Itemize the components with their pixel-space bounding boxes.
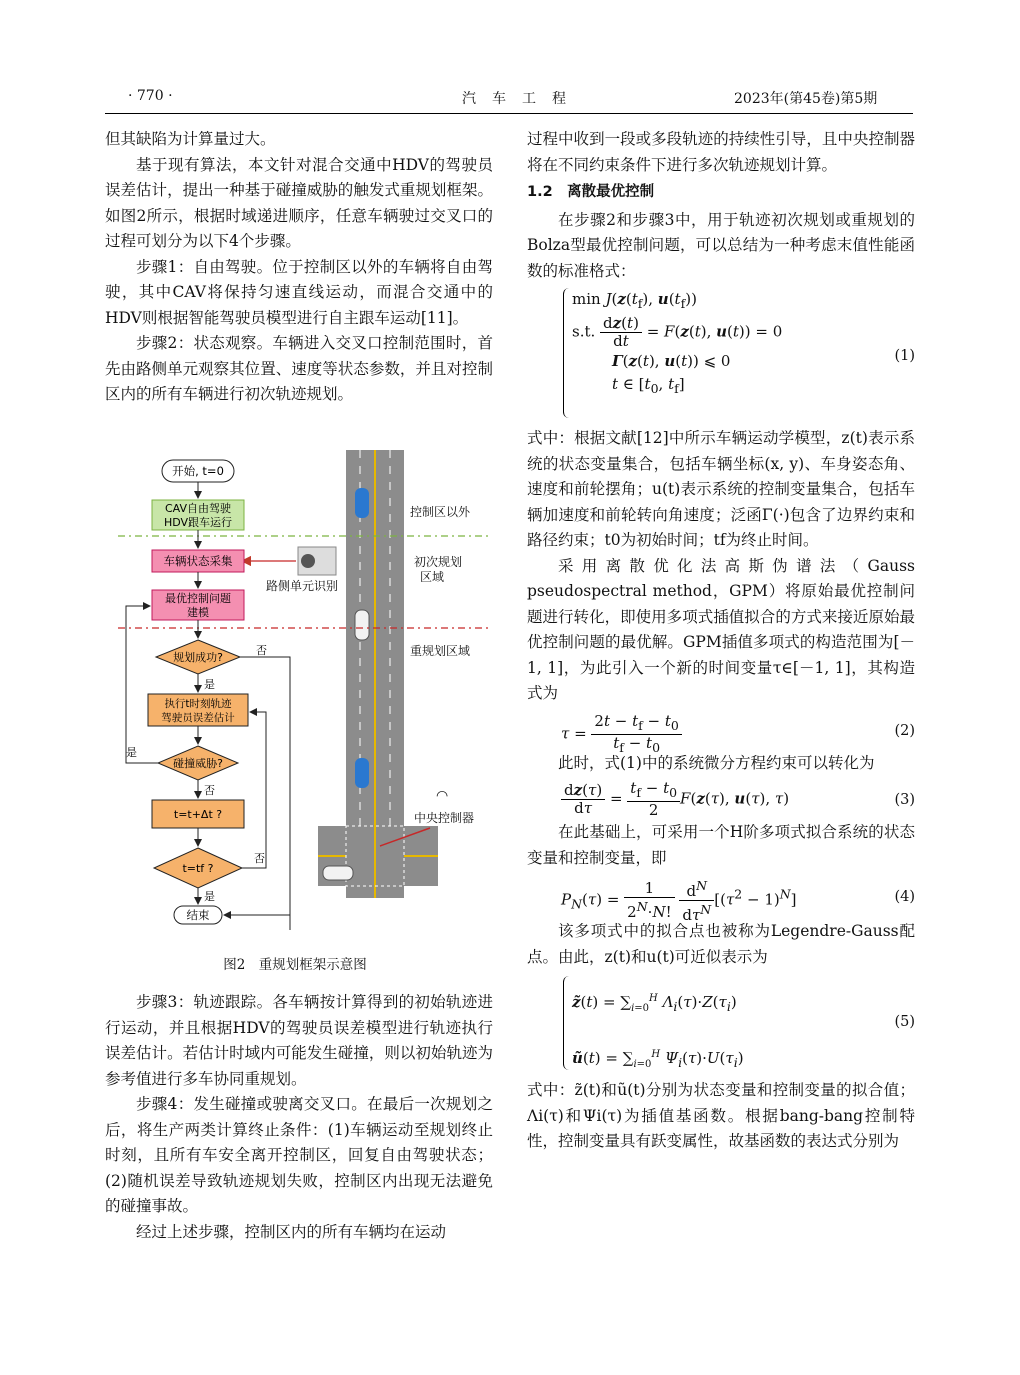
equation-number: (5) bbox=[894, 1014, 915, 1030]
svg-text:驾驶员误差估计: 驾驶员误差估计 bbox=[161, 712, 235, 724]
paragraph: 经过上述步骤，控制区内的所有车辆均在运动 bbox=[136, 1222, 447, 1241]
header-rule bbox=[105, 113, 913, 114]
equation-5: z̃(t) = $\sum_{i=0}^H$ $\Lambda_i(\tau)\cdot Z(\tau_i)$ ũ(t) = $\sum_{i=0}^H$ $\Psi_i(\tau)\cdot U(\tau_i)$ (5) bbox=[527, 972, 915, 1076]
left-column-top bbox=[105, 127, 493, 408]
paragraph: 此时，式(1)中的系统微分方程约束可以转化为 bbox=[558, 753, 875, 772]
rsu-label: 路侧单元识别 bbox=[266, 579, 339, 593]
car-icon bbox=[323, 866, 353, 880]
svg-text:是: 是 bbox=[126, 746, 137, 759]
svg-text:碰撞威胁?: 碰撞威胁? bbox=[173, 757, 223, 770]
equation-number: (4) bbox=[894, 889, 915, 905]
wifi-icon: ◠ bbox=[436, 788, 449, 804]
svg-text:t=tf ?: t=tf ? bbox=[182, 862, 214, 875]
figure-2 bbox=[118, 450, 490, 930]
svg-text:否: 否 bbox=[204, 784, 215, 797]
svg-text:是: 是 bbox=[204, 678, 215, 691]
paragraph: 步骤4：发生碰撞或驶离交叉口。在最后一次规划之后，将生产两类计算终止条件：(1)车辆运动至规划终止时刻，且所有车安全离开控制区，回复自由驾驶状态；(2)随机误差导致轨迹规划失败，控制区内出现无法避免的碰撞事故。 bbox=[105, 1095, 493, 1215]
svg-text:执行t时刻轨迹: 执行t时刻轨迹 bbox=[164, 698, 232, 710]
car-icon bbox=[355, 758, 369, 788]
svg-text:开始, t=0: 开始, t=0 bbox=[172, 464, 224, 478]
equation-3: $\frac{dz(\tau)}{d\tau}$ = $\frac{t_f - t_0}{2}$ F(z(τ), u(τ), τ) (3) bbox=[527, 778, 915, 818]
svg-text:t=t+Δt ?: t=t+Δt ? bbox=[173, 808, 223, 821]
paragraph: 步骤2：状态观察。车辆进入交叉口控制范围时，首先由路侧单元观察其位置、速度等状态参数，并且对控制区内的所有车辆进行初次轨迹规划。 bbox=[105, 334, 493, 403]
paragraph: 步骤1：自由驾驶。位于控制区以外的车辆将自由驾驶，其中CAV将保持匀速直线运动，而混合交通中的HDV则根据智能驾驶员模型进行自主跟车运动[11]。 bbox=[105, 257, 493, 327]
zone-label-init: 初次规划 bbox=[414, 555, 463, 569]
paragraph: 式中：根据文献[12]中所示车辆运动学模型，z(t)表示系统的状态变量集合，包括车辆坐标(x, y)、车身姿态角、速度和前轮摆角；u(t)表示系统的控制变量集合，包括车辆加速度和前轮转向角速度；泛函Γ(·)包含了边界约束和路径约束；t0为初始时间；tf为终止时间。 bbox=[527, 429, 915, 549]
equation-1: $\min J(z(t_f)$, $u(t_f)$) s.t. $\frac{dz(t)}{dt}$ = F(z(t), u(t)) = 0 Γ(z(t), u(t)) ⩽ 0 t ∈ [$t_0$, $t_f$] (1) bbox=[527, 286, 915, 424]
svg-text:规划成功?: 规划成功? bbox=[173, 651, 223, 664]
paragraph: 但其缺陷为计算量过大。 bbox=[105, 130, 276, 148]
issue-info: 2023年(第45卷)第5期 bbox=[734, 91, 878, 107]
paragraph: 该多项式中的拟合点也被称为Legendre-Gauss配点。由此，z(t)和u(t)可近似表示为 bbox=[527, 922, 915, 966]
svg-text:建模: 建模 bbox=[187, 606, 209, 619]
equation-number: (1) bbox=[894, 348, 915, 364]
figure-caption: 图2 重规划框架示意图 bbox=[223, 957, 367, 973]
paragraph: 式中：z̃(t)和ũ(t)分别为状态变量和控制变量的拟合值；Λi(τ)和Ψi(τ)为插值基函数。根据bang-bang控制特性，控制变量具有跃变属性，故基函数的表达式分别为 bbox=[527, 1081, 915, 1150]
journal-title: 汽 车 工 程 bbox=[462, 91, 567, 107]
svg-text:最优控制问题: 最优控制问题 bbox=[165, 592, 231, 605]
paragraph: 基于现有算法，本文针对混合交通中HDV的驾驶员误差估计，提出一种基于碰撞威胁的触发式重规划框架。如图2所示，根据时域递进顺序，任意车辆驶过交叉口的过程可划分为以下4个步骤。 bbox=[105, 155, 493, 250]
paragraph: 在步骤2和步骤3中，用于轨迹初次规划或重规划的Bolza型最优控制问题，可以总结为一种考虑末值性能函数的标准格式： bbox=[527, 210, 915, 280]
paragraph: 采用离散优化法高斯伪谱法（Gauss pseudospectral method，GPM）将原始最优控制问题进行转化，即使用多项式插值拟合的方式来接近原始最优控制问题的最优解。GPM插值多项式的构造范围为[－1, 1]，为此引入一个新的时间变量τ∈[－1, 1]，其构造式为 bbox=[527, 556, 915, 702]
equation-number: (2) bbox=[894, 722, 915, 739]
svg-text:否: 否 bbox=[254, 852, 265, 865]
section-title: 1.2 离散最优控制 bbox=[527, 184, 655, 200]
svg-text:结束: 结束 bbox=[186, 908, 210, 922]
svg-text:车辆状态采集: 车辆状态采集 bbox=[163, 554, 233, 568]
equation-number: (3) bbox=[894, 792, 915, 808]
paragraph: 步骤3：轨迹跟踪。各车辆按计算得到的初始轨迹进行运动，并且根据HDV的驾驶员误差模型进行轨迹执行误差估计。若估计时域内可能发生碰撞，则以初始轨迹为参考值进行多车协同重规划。 bbox=[105, 993, 493, 1088]
svg-text:HDV跟车运行: HDV跟车运行 bbox=[163, 516, 233, 529]
paragraph: 过程中收到一段或多段轨迹的持续性引导，且中央控制器将在不同约束条件下进行多次轨迹规划计算。 bbox=[527, 130, 915, 174]
zone-label-replan: 重规划区域 bbox=[410, 644, 471, 658]
zone-label-init-2: 区域 bbox=[420, 570, 445, 584]
car-icon bbox=[355, 610, 369, 640]
left-column-bottom bbox=[105, 990, 493, 1245]
svg-text:否: 否 bbox=[256, 644, 267, 657]
svg-text:是: 是 bbox=[204, 890, 215, 903]
right-column bbox=[527, 127, 915, 1155]
zone-label-outside: 控制区以外 bbox=[410, 505, 471, 519]
page-number: · 770 · bbox=[128, 88, 173, 104]
equation-4: $P_N(\tau)$ = $\frac{1}{2^N\cdot N!}$ $\frac{d^N}{d\tau^N}$ $[(\tau^2 - 1)^N]$ (4) bbox=[561, 878, 915, 924]
equation-2: τ = $\frac{2t - t_f - t_0}{t_f - t_0}$ (2) bbox=[561, 711, 915, 755]
car-icon bbox=[355, 488, 369, 518]
svg-text:CAV自由驾驶: CAV自由驾驶 bbox=[164, 502, 232, 515]
central-controller-label: 中央控制器 bbox=[414, 811, 475, 825]
paragraph: 在此基础上，可采用一个H阶多项式拟合系统的状态变量和控制变量，即 bbox=[527, 823, 915, 867]
